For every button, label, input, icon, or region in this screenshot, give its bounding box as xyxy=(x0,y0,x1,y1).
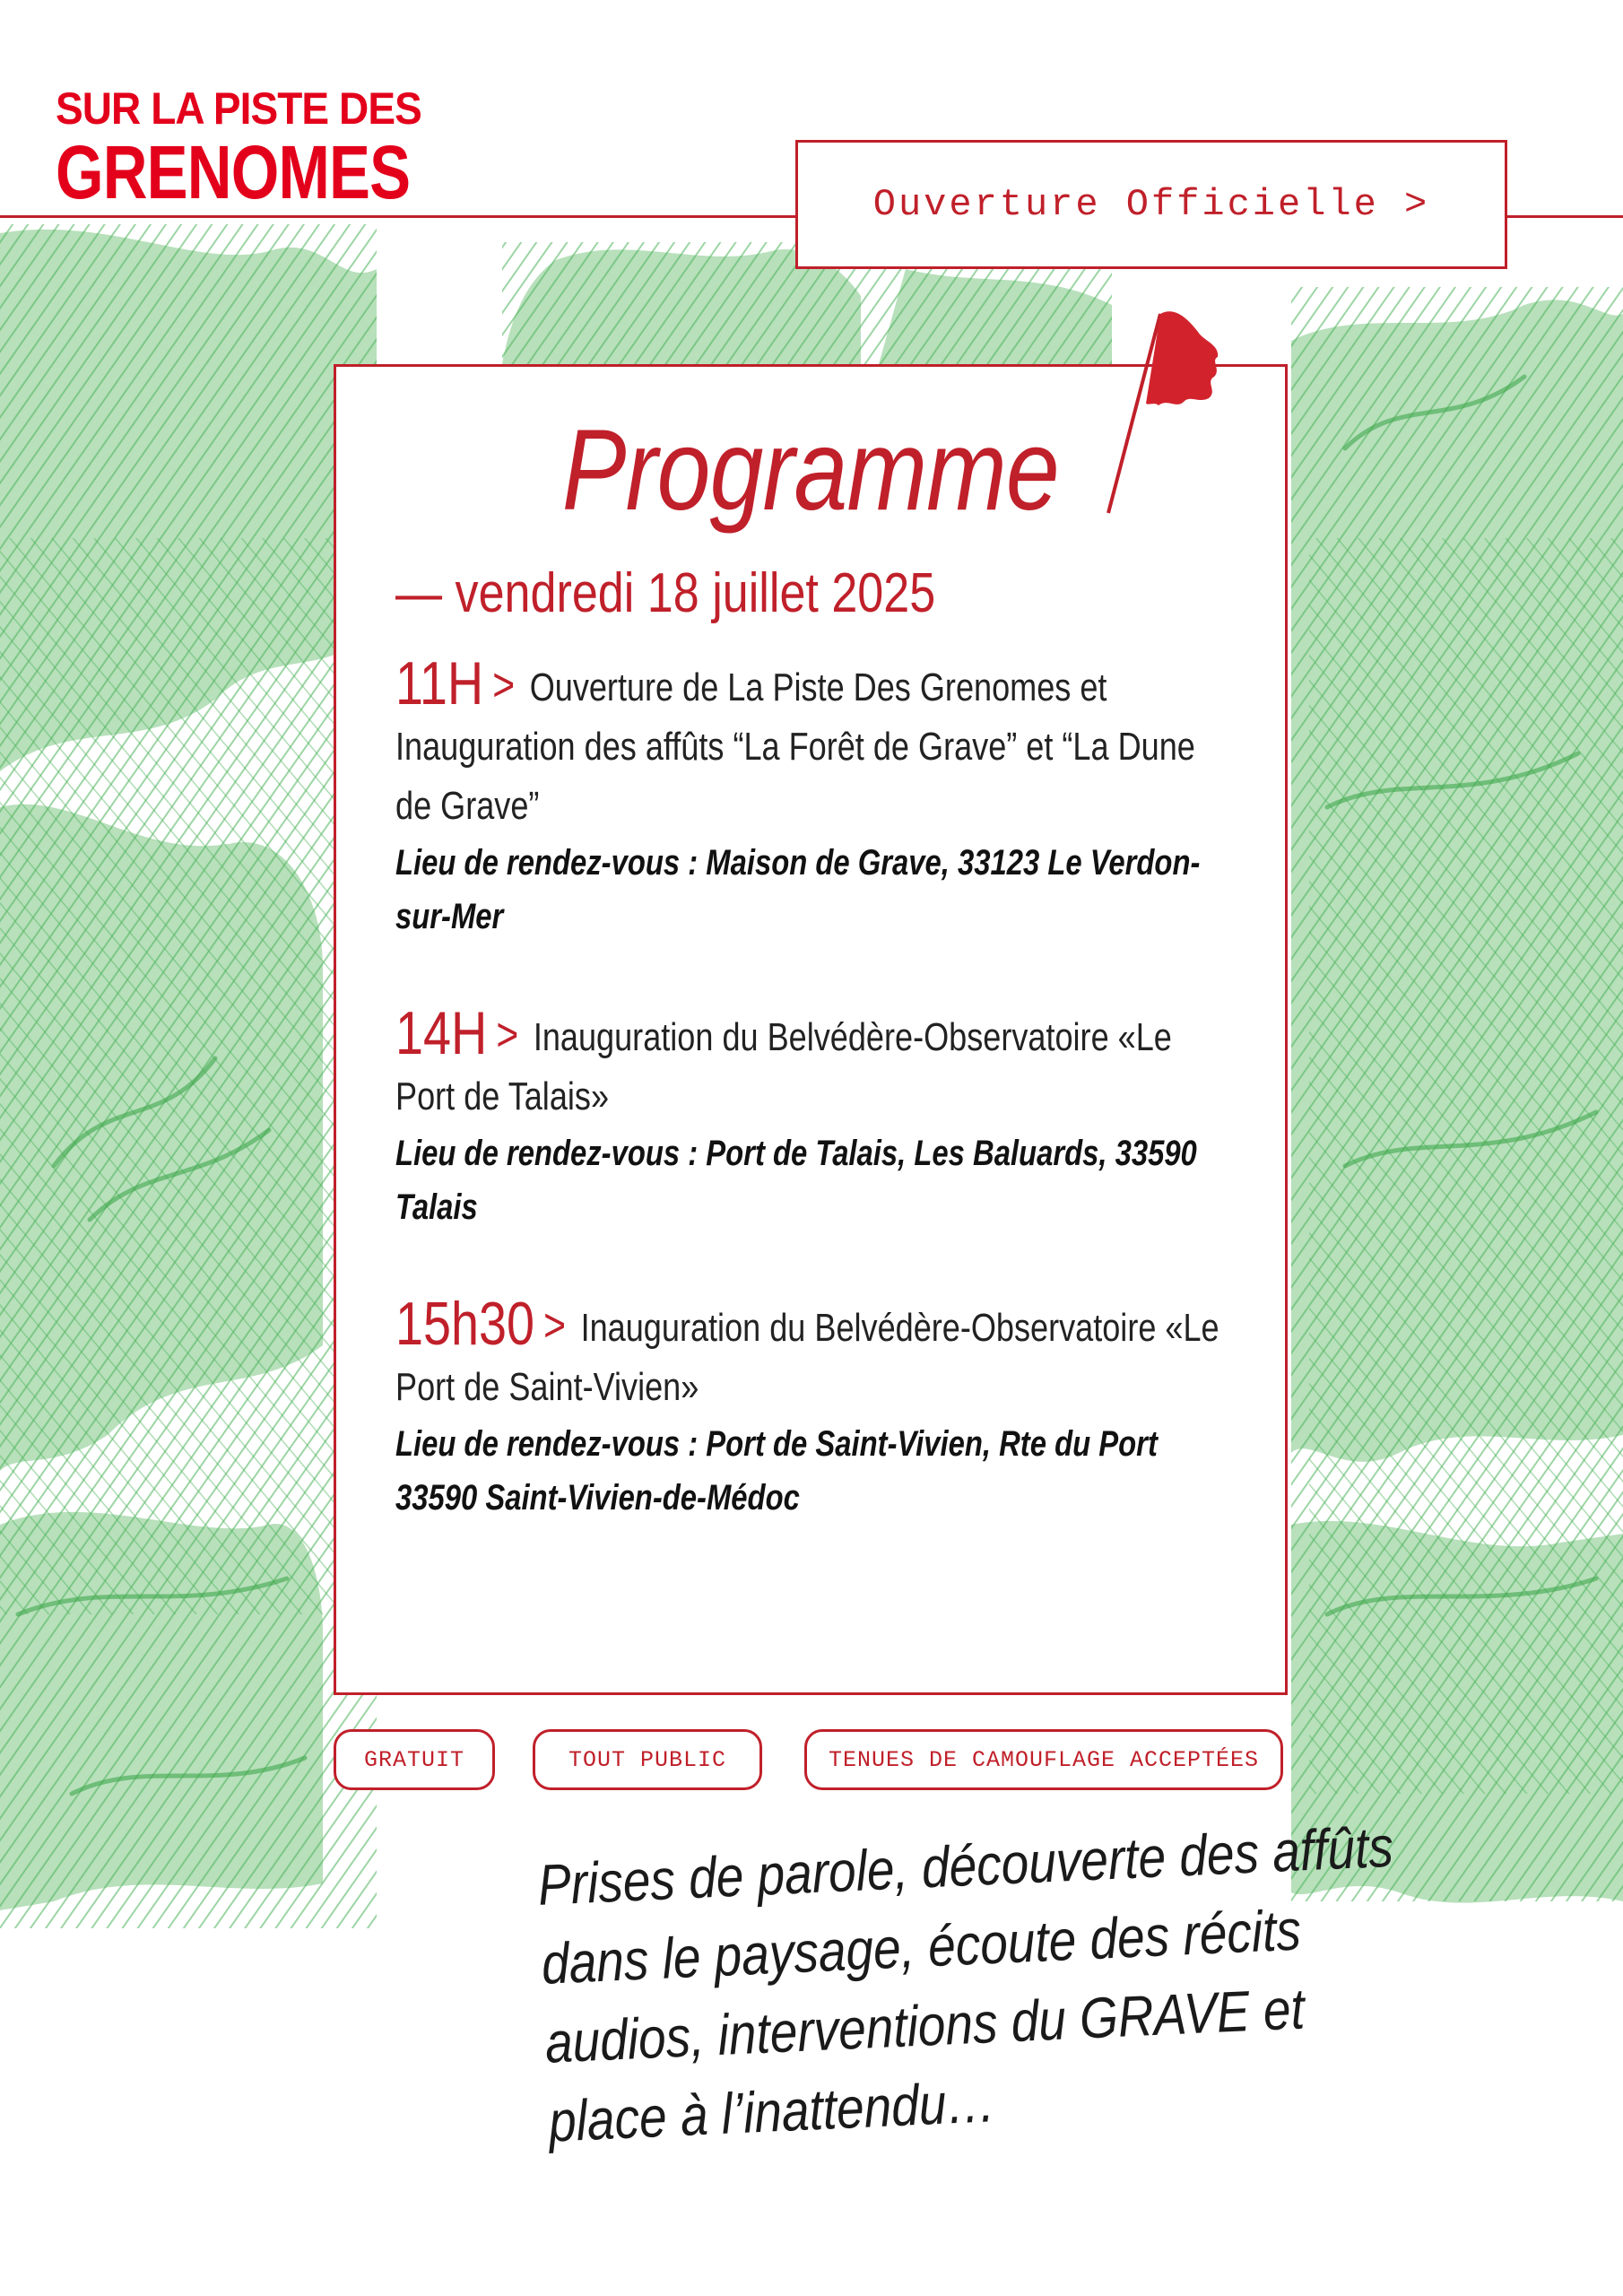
site-logo[interactable] xyxy=(56,83,488,214)
event-description-line xyxy=(395,1290,1227,1417)
tag-free: GRATUIT xyxy=(334,1729,495,1790)
header-rule-right xyxy=(1506,215,1623,218)
event-meeting-place: Lieu de rendez-vous : Port de Talais, Les Baluards, 33590 Talais xyxy=(395,1134,1197,1227)
logo-line-2: GRENOMES xyxy=(56,130,411,214)
event-time: 14H xyxy=(395,999,488,1067)
event-time: 11H xyxy=(395,649,484,718)
event-arrow: > xyxy=(492,659,516,711)
event-item xyxy=(395,999,1227,1234)
event-description: Inauguration du Belvédère-Observatoire «Le Port de Saint-Vivien» xyxy=(395,1306,1219,1409)
programme-card xyxy=(334,364,1288,1695)
event-meeting-place: Lieu de rendez-vous : Port de Saint-Vivien, Rte du Port 33590 Saint-Vivien-de-Médoc xyxy=(395,1424,1158,1518)
programme-date: — vendredi 18 juillet 2025 xyxy=(395,562,936,624)
closing-description: Prises de parole, découverte des affûts dans le paysage, écoute des récits audios, interventions du GRAVE et place à l’inattendu… xyxy=(536,1813,1395,2154)
event-description: Inauguration du Belvédère-Observatoire «Le Port de Talais» xyxy=(395,1015,1172,1118)
event-description-line xyxy=(395,649,1227,836)
logo-line-1: SUR LA PISTE DES xyxy=(56,83,421,134)
header-rule-left xyxy=(0,215,796,218)
event-arrow: > xyxy=(543,1300,566,1352)
event-meeting-place: Lieu de rendez-vous : Maison de Grave, 33123 Le Verdon-sur-Mer xyxy=(395,843,1201,936)
event-item xyxy=(395,649,1227,944)
tag-all-audiences: TOUT PUBLIC xyxy=(533,1729,762,1790)
event-description-line xyxy=(395,999,1227,1126)
event-item xyxy=(395,1290,1227,1525)
official-opening-button[interactable]: Ouverture Officielle > xyxy=(795,140,1507,269)
event-time: 15h30 xyxy=(395,1290,535,1358)
event-description: Ouverture de La Piste Des Grenomes et Inauguration des affûts “La Forêt de Grave” et “La Dune de Grave” xyxy=(395,665,1195,828)
programme-title: Programme xyxy=(561,406,1060,535)
event-arrow: > xyxy=(496,1009,519,1061)
tag-camouflage-accepted: TENUES DE CAMOUFLAGE ACCEPTÉES xyxy=(804,1729,1283,1790)
red-flag-icon xyxy=(1105,305,1223,517)
